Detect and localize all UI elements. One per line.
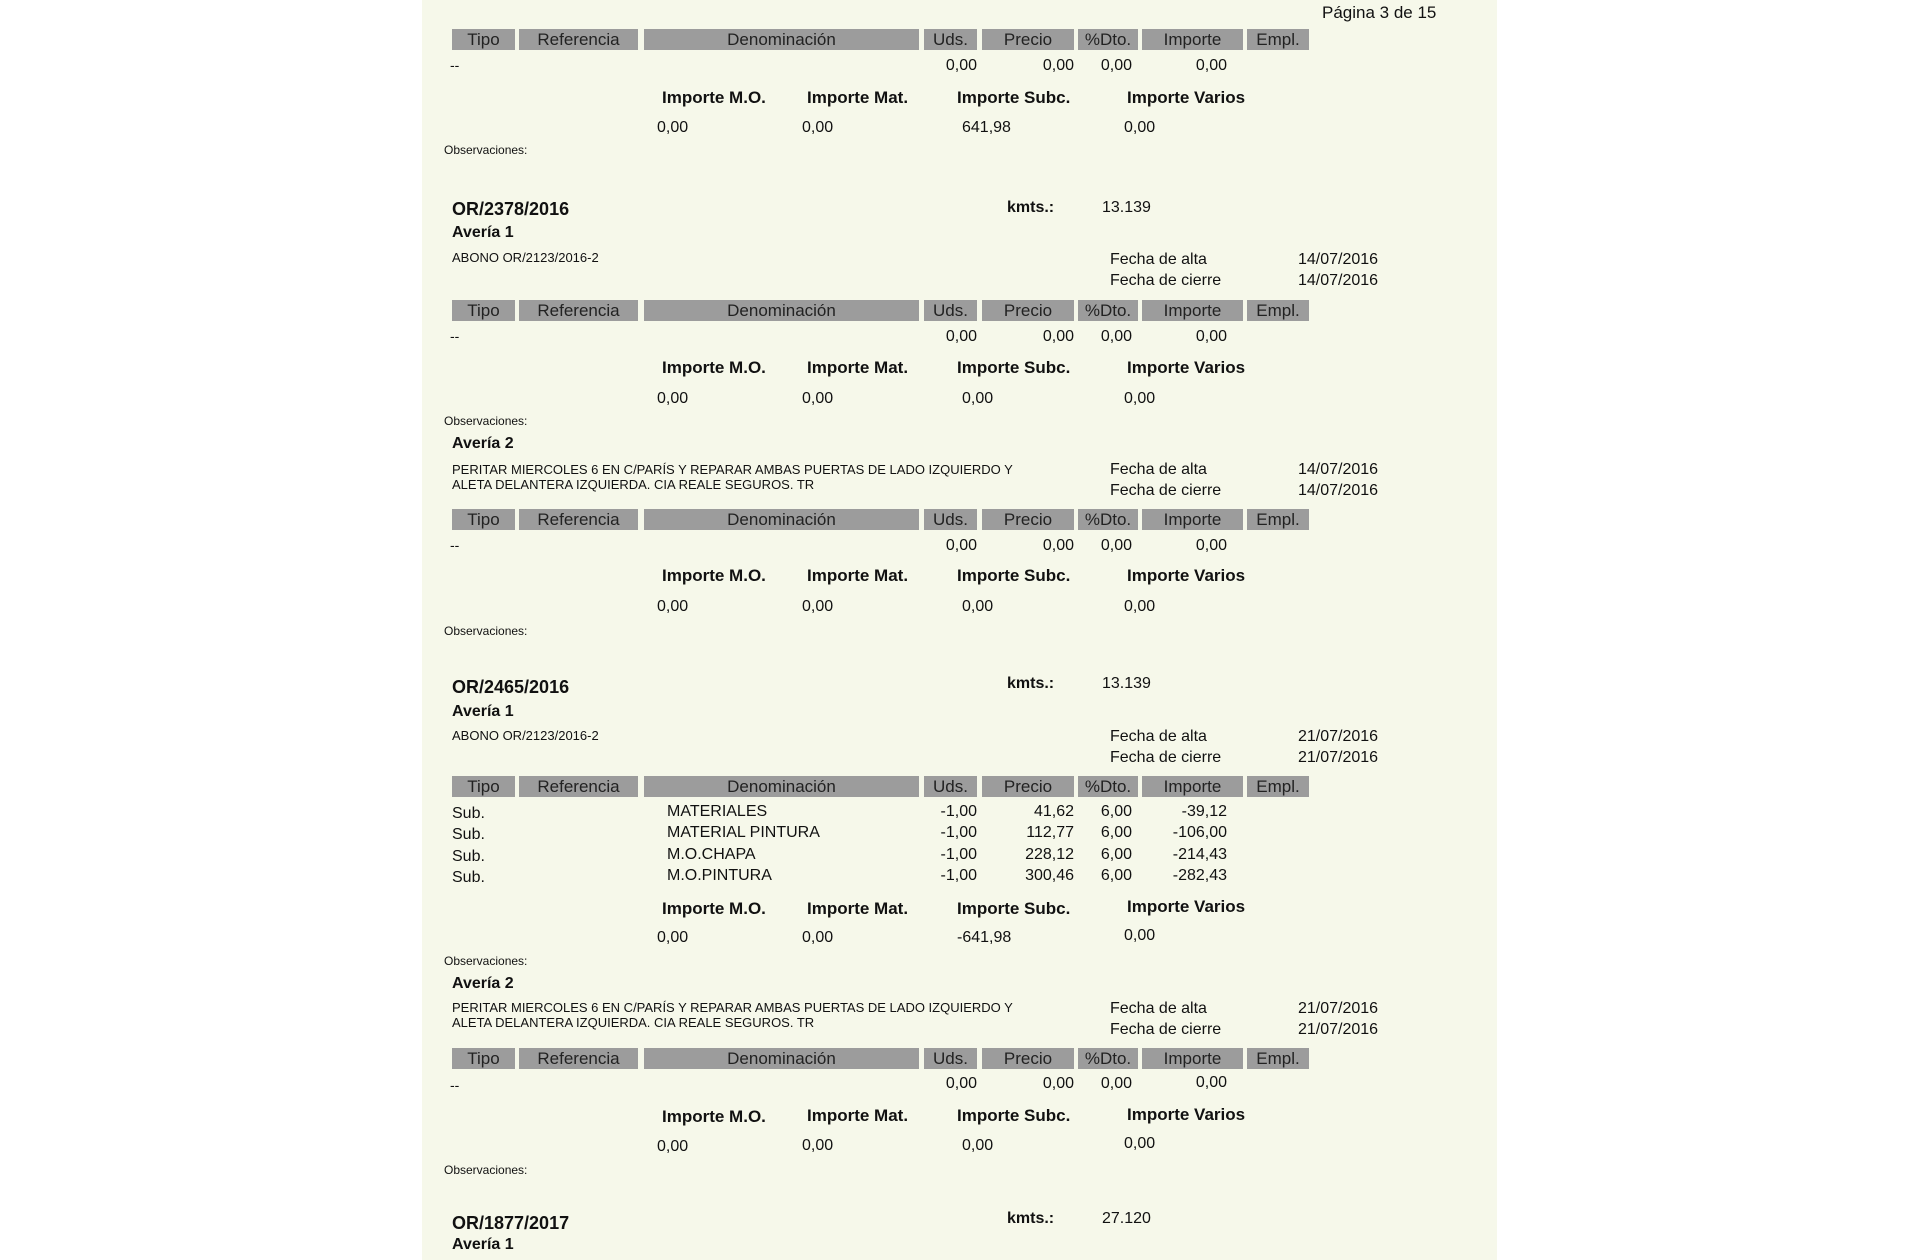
- col-tipo: Tipo: [452, 1048, 515, 1069]
- observaciones-label: Observaciones:: [444, 414, 528, 428]
- col-referencia: Referencia: [519, 1048, 638, 1069]
- label-importe-mat: Importe Mat.: [807, 1106, 909, 1125]
- row-uds: 0,00: [945, 57, 977, 74]
- averia-title: Avería 2: [452, 435, 514, 452]
- label-importe-subc: Importe Subc.: [957, 88, 1071, 107]
- col-precio: Precio: [982, 1048, 1074, 1069]
- row-tipo: Sub.: [452, 869, 485, 886]
- col-dto: %Dto.: [1078, 776, 1138, 797]
- averia-title: Avería 2: [452, 975, 514, 992]
- row-uds: 0,00: [945, 537, 977, 554]
- col-empl: Empl.: [1247, 29, 1309, 50]
- label-importe-mo: Importe M.O.: [662, 566, 766, 585]
- row-denominacion: MATERIALES: [667, 803, 768, 820]
- row-uds: -1,00: [940, 824, 977, 841]
- fecha-cierre-value: 21/07/2016: [1298, 1021, 1379, 1038]
- col-precio: Precio: [982, 300, 1074, 321]
- total-varios: 0,00: [1124, 390, 1156, 407]
- row-importe: -214,43: [1172, 846, 1227, 863]
- kmts-value: 13.139: [1102, 199, 1151, 216]
- col-denominacion: Denominación: [644, 300, 919, 321]
- row-tipo: Sub.: [452, 826, 485, 843]
- observaciones-label: Observaciones:: [444, 954, 528, 968]
- total-mo: 0,00: [657, 1138, 689, 1155]
- total-mat: 0,00: [802, 929, 834, 946]
- col-tipo: Tipo: [452, 300, 515, 321]
- col-denominacion: Denominación: [644, 776, 919, 797]
- averia-desc-line2: ALETA DELANTERA IZQUIERDA. CIA REALE SEGUROS. TR: [452, 1015, 815, 1030]
- label-importe-mo: Importe M.O.: [662, 88, 766, 107]
- fecha-cierre-value: 21/07/2016: [1298, 749, 1379, 766]
- label-importe-mat: Importe Mat.: [807, 358, 909, 377]
- col-uds: Uds.: [924, 29, 977, 50]
- col-importe: Importe: [1142, 509, 1243, 530]
- row-dto: 0,00: [1100, 1075, 1132, 1092]
- label-importe-varios: Importe Varios: [1127, 897, 1246, 916]
- fecha-cierre-label: Fecha de cierre: [1110, 482, 1222, 499]
- row-importe: -282,43: [1172, 867, 1227, 884]
- col-referencia: Referencia: [519, 509, 638, 530]
- label-importe-varios: Importe Varios: [1127, 88, 1246, 107]
- col-uds: Uds.: [924, 1048, 977, 1069]
- fecha-alta-value: 21/07/2016: [1298, 728, 1379, 745]
- col-dto: %Dto.: [1078, 1048, 1138, 1069]
- row-denominacion: M.O.CHAPA: [667, 846, 756, 863]
- total-varios: 0,00: [1124, 119, 1156, 136]
- fecha-cierre-value: 14/07/2016: [1298, 482, 1379, 499]
- total-subc: 0,00: [962, 598, 994, 615]
- row-importe: 0,00: [1195, 537, 1227, 554]
- total-mat: 0,00: [802, 1137, 834, 1154]
- observaciones-label: Observaciones:: [444, 1163, 528, 1177]
- col-denominacion: Denominación: [644, 29, 919, 50]
- row-uds: 0,00: [945, 328, 977, 345]
- col-denominacion: Denominación: [644, 1048, 919, 1069]
- averia-desc-line1: PERITAR MIERCOLES 6 EN C/PARÍS Y REPARAR AMBAS PUERTAS DE LADO IZQUIERDO Y: [452, 462, 1013, 477]
- total-varios: 0,00: [1124, 598, 1156, 615]
- or-number: OR/2378/2016: [452, 199, 570, 219]
- col-uds: Uds.: [924, 509, 977, 530]
- fecha-cierre-label: Fecha de cierre: [1110, 749, 1222, 766]
- averia-desc: ABONO OR/2123/2016-2: [452, 250, 599, 265]
- label-importe-subc: Importe Subc.: [957, 1106, 1071, 1125]
- averia-desc-line2: ALETA DELANTERA IZQUIERDA. CIA REALE SEGUROS. TR: [452, 477, 815, 492]
- row-denominacion: M.O.PINTURA: [667, 867, 772, 884]
- label-importe-mo: Importe M.O.: [662, 899, 766, 918]
- row-dto: 6,00: [1100, 824, 1132, 841]
- row-dto: 0,00: [1100, 537, 1132, 554]
- row-precio: 228,12: [1025, 846, 1074, 863]
- fecha-alta-label: Fecha de alta: [1110, 251, 1207, 268]
- row-precio: 300,46: [1025, 867, 1074, 884]
- col-referencia: Referencia: [519, 300, 638, 321]
- total-subc: -641,98: [957, 929, 1012, 946]
- fecha-alta-value: 14/07/2016: [1298, 251, 1379, 268]
- averia-title: Avería 1: [452, 224, 514, 241]
- col-tipo: Tipo: [452, 29, 515, 50]
- total-mo: 0,00: [657, 390, 689, 407]
- row-uds: 0,00: [945, 1075, 977, 1092]
- total-mo: 0,00: [657, 598, 689, 615]
- row-dto: 0,00: [1100, 328, 1132, 345]
- row-tipo: Sub.: [452, 848, 485, 865]
- total-mat: 0,00: [802, 598, 834, 615]
- label-importe-subc: Importe Subc.: [957, 358, 1071, 377]
- averia-title: Avería 1: [452, 1236, 514, 1253]
- label-importe-varios: Importe Varios: [1127, 1105, 1246, 1124]
- scanned-page: [422, 0, 1497, 1260]
- total-varios: 0,00: [1124, 1135, 1156, 1152]
- row-importe: -106,00: [1172, 824, 1227, 841]
- row-importe: 0,00: [1195, 57, 1227, 74]
- col-precio: Precio: [982, 776, 1074, 797]
- col-importe: Importe: [1142, 29, 1243, 50]
- kmts-value: 27.120: [1102, 1210, 1151, 1227]
- observaciones-label: Observaciones:: [444, 143, 528, 157]
- col-uds: Uds.: [924, 776, 977, 797]
- label-importe-mat: Importe Mat.: [807, 566, 909, 585]
- col-dto: %Dto.: [1078, 300, 1138, 321]
- averia-desc: ABONO OR/2123/2016-2: [452, 728, 599, 743]
- row-importe: 0,00: [1195, 1074, 1227, 1091]
- row-tipo: --: [450, 537, 460, 553]
- row-uds: -1,00: [940, 803, 977, 820]
- total-varios: 0,00: [1124, 927, 1156, 944]
- col-importe: Importe: [1142, 1048, 1243, 1069]
- col-tipo: Tipo: [452, 509, 515, 530]
- row-dto: 6,00: [1100, 846, 1132, 863]
- row-tipo: Sub.: [452, 805, 485, 822]
- row-uds: -1,00: [940, 867, 977, 884]
- total-subc: 0,00: [962, 390, 994, 407]
- row-uds: -1,00: [940, 846, 977, 863]
- page-number: Página 3 de 15: [1322, 3, 1437, 22]
- col-denominacion: Denominación: [644, 509, 919, 530]
- total-subc: 641,98: [962, 119, 1011, 136]
- col-empl: Empl.: [1247, 1048, 1309, 1069]
- label-importe-mat: Importe Mat.: [807, 88, 909, 107]
- fecha-alta-value: 14/07/2016: [1298, 461, 1379, 478]
- col-importe: Importe: [1142, 776, 1243, 797]
- col-dto: %Dto.: [1078, 509, 1138, 530]
- col-tipo: Tipo: [452, 776, 515, 797]
- fecha-alta-label: Fecha de alta: [1110, 1000, 1207, 1017]
- row-dto: 6,00: [1100, 867, 1132, 884]
- label-importe-subc: Importe Subc.: [957, 899, 1071, 918]
- total-mo: 0,00: [657, 929, 689, 946]
- col-referencia: Referencia: [519, 776, 638, 797]
- or-number: OR/2465/2016: [452, 677, 570, 697]
- col-precio: Precio: [982, 29, 1074, 50]
- row-dto: 0,00: [1100, 57, 1132, 74]
- col-empl: Empl.: [1247, 509, 1309, 530]
- row-tipo: --: [450, 57, 460, 73]
- row-importe: -39,12: [1181, 803, 1227, 820]
- total-mat: 0,00: [802, 390, 834, 407]
- or-number: OR/1877/2017: [452, 1213, 570, 1233]
- label-importe-mo: Importe M.O.: [662, 358, 766, 377]
- row-precio: 0,00: [1042, 537, 1074, 554]
- observaciones-label: Observaciones:: [444, 624, 528, 638]
- label-importe-varios: Importe Varios: [1127, 358, 1246, 377]
- col-importe: Importe: [1142, 300, 1243, 321]
- averia-title: Avería 1: [452, 703, 514, 720]
- row-tipo: --: [450, 1077, 460, 1093]
- total-mat: 0,00: [802, 119, 834, 136]
- row-precio: 112,77: [1026, 824, 1074, 841]
- row-dto: 6,00: [1100, 803, 1132, 820]
- row-precio: 0,00: [1042, 1075, 1074, 1092]
- fecha-cierre-label: Fecha de cierre: [1110, 272, 1222, 289]
- row-precio: 41,62: [1033, 803, 1074, 820]
- fecha-alta-label: Fecha de alta: [1110, 728, 1207, 745]
- total-mo: 0,00: [657, 119, 689, 136]
- col-empl: Empl.: [1247, 300, 1309, 321]
- col-dto: %Dto.: [1078, 29, 1138, 50]
- col-precio: Precio: [982, 509, 1074, 530]
- label-importe-mo: Importe M.O.: [662, 1107, 766, 1126]
- kmts-label: kmts.:: [1007, 675, 1055, 692]
- kmts-label: kmts.:: [1007, 199, 1055, 216]
- averia-desc-line1: PERITAR MIERCOLES 6 EN C/PARÍS Y REPARAR AMBAS PUERTAS DE LADO IZQUIERDO Y: [452, 1000, 1013, 1015]
- label-importe-varios: Importe Varios: [1127, 566, 1246, 585]
- fecha-cierre-value: 14/07/2016: [1298, 272, 1379, 289]
- kmts-value: 13.139: [1102, 675, 1151, 692]
- row-importe: 0,00: [1195, 328, 1227, 345]
- fecha-alta-label: Fecha de alta: [1110, 461, 1207, 478]
- col-empl: Empl.: [1247, 776, 1309, 797]
- label-importe-mat: Importe Mat.: [807, 899, 909, 918]
- fecha-alta-value: 21/07/2016: [1298, 1000, 1379, 1017]
- row-denominacion: MATERIAL PINTURA: [667, 824, 820, 841]
- kmts-label: kmts.:: [1007, 1210, 1055, 1227]
- col-referencia: Referencia: [519, 29, 638, 50]
- col-uds: Uds.: [924, 300, 977, 321]
- total-subc: 0,00: [962, 1137, 994, 1154]
- row-precio: 0,00: [1042, 57, 1074, 74]
- fecha-cierre-label: Fecha de cierre: [1110, 1021, 1222, 1038]
- row-precio: 0,00: [1042, 328, 1074, 345]
- row-tipo: --: [450, 328, 460, 344]
- label-importe-subc: Importe Subc.: [957, 566, 1071, 585]
